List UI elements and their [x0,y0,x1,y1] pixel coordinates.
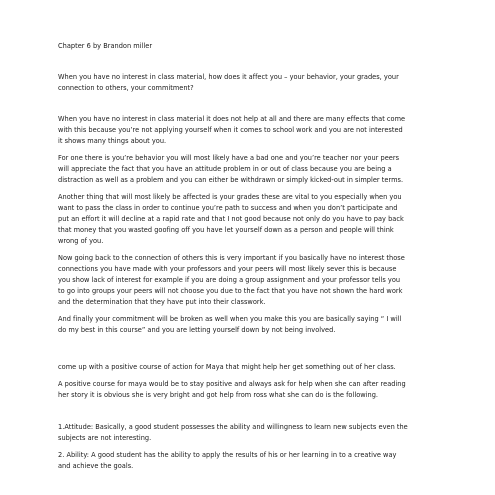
body-paragraph-commitment: And finally your commitment will be broken as well when you make this you are basically saying “ I will do my best in this course” and you are letting yourself down by not being involved. [58,315,402,334]
essay-question: When you have no interest in class material, how does it affect you – your behavior, your grades, your connection to others, your commitment? [58,73,399,92]
body-paragraph-behavior: For one there is you’re behavior you will most likely have a bad one and you’re teacher nor your peers will appreciate the fact that you have an attitude problem in or out of class because you are being a distraction as well as a problem and you can either be withdrawn or simply kicked-out in simpler terms. [58,154,404,184]
body-paragraph-connections: Now going back to the connection of others this is very important if you basically have no interest those connections you have made with your professors and your peers will most likely sever this is because you show lack of interest for example if you are doing a group assignment and your professor tells you to go into groups your peers will not choose you due to the fact that you have not shown the hard work and the determination that they have put into their classwork. [58,254,405,306]
body-paragraph-intro: When you have no interest in class material it does not help at all and there are many effects that come with this because you’re not applying yourself when it comes to school work and you are not interested it shows many things about you. [58,115,406,145]
document-title: Chapter 6 by Brandon miller [58,42,153,50]
list-item-ability: 2. Ability: A good student has the ability to apply the results of his or her learning in to a creative way and achieve the goals. [58,451,397,470]
list-item-attitude: 1.Attitude: Basically, a good student possesses the ability and willingness to learn new subjects even the subjects are not interesting. [58,423,408,442]
body-paragraph-grades: Another thing that will most likely be affected is your grades these are vital to you especially when you want to pass the class in order to continue you’re path to success and when you don’t participate and put an effort it will decline at a rapid rate and that I not good because not only do you have to pay back that money that you wasted goofing off you have let yourself down as a person and people will think wrong of you. [58,193,404,245]
action-plan-paragraph: A positive course for maya would be to stay positive and always ask for help when she can after reading her story it is obvious she is very bright and got help from ross what she can do is the following. [58,380,406,399]
document-page [58,41,440,478]
action-prompt: come up with a positive course of action for Maya that might help her get something out of her class. [58,363,396,371]
